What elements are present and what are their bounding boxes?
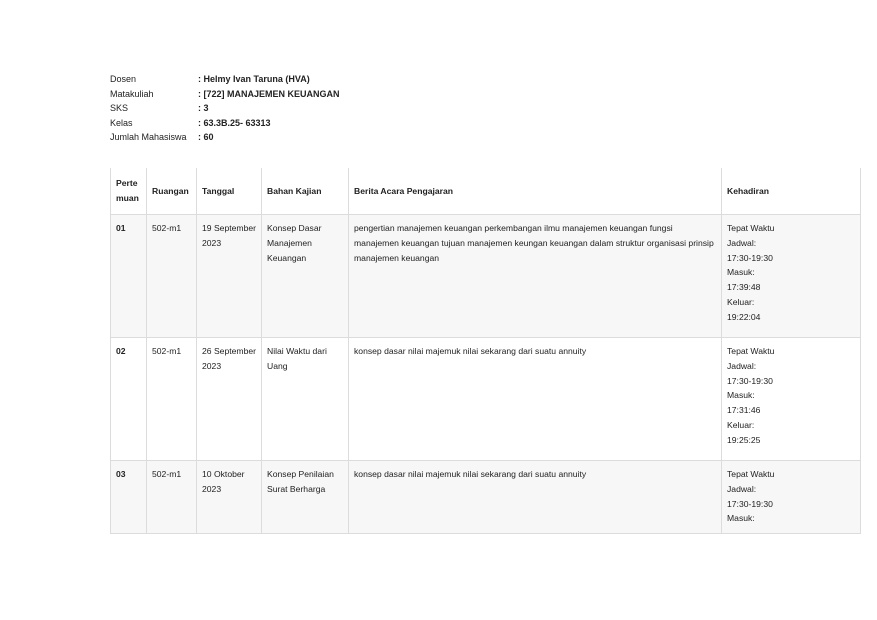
keluar-value: 19:25:25 [727, 434, 761, 445]
cell-tanggal: 10 Oktober 2023 [197, 461, 262, 534]
jadwal-value: 17:30-19:30 [727, 252, 773, 263]
cell-pertemuan: 03 [111, 461, 147, 534]
cell-pertemuan: 01 [111, 215, 147, 338]
keluar-value: 19:22:04 [727, 311, 761, 322]
cell-bahan-kajian: Konsep Dasar Manajemen Keuangan [262, 215, 349, 338]
header-bahan-kajian: Bahan Kajian [262, 168, 349, 215]
cell-bahan-kajian: Konsep Penilaian Surat Berharga [262, 461, 349, 534]
header-pertemuan: Pertemuan [111, 168, 147, 215]
cell-pertemuan: 02 [111, 338, 147, 461]
masuk-value: 17:31:46 [727, 405, 761, 416]
header-kehadiran: Kehadiran [722, 168, 861, 215]
cell-ruangan: 502-m1 [147, 338, 197, 461]
course-info [110, 72, 340, 145]
masuk-label: Masuk: [727, 267, 755, 278]
cell-bahan-kajian: Nilai Waktu dari Uang [262, 338, 349, 461]
kehadiran-status: Tepat Waktu [727, 469, 775, 479]
cell-kehadiran [722, 215, 861, 338]
info-value: : 60 [198, 132, 214, 143]
table-row [111, 215, 861, 338]
masuk-label: Masuk: [727, 513, 755, 524]
info-row-kelas [110, 116, 340, 131]
cell-kehadiran [722, 338, 861, 461]
header-tanggal: Tanggal [197, 168, 262, 215]
cell-berita-acara: pengertian manajemen keuangan perkembangan ilmu manajemen keuangan fungsi manajemen keuangan tujuan manajemen keungan keuangan dalam struktur organisasi prinsip manajemen keuangan [349, 215, 722, 338]
info-value: : Helmy Ivan Taruna (HVA) [198, 74, 310, 84]
info-label: Matakuliah [110, 88, 154, 99]
kehadiran-status: Tepat Waktu [727, 223, 775, 233]
info-label: Kelas [110, 117, 133, 128]
jadwal-label: Jadwal: [727, 360, 757, 371]
table-header-row [111, 168, 861, 215]
masuk-value: 17:39:48 [727, 282, 761, 293]
cell-ruangan: 502-m1 [147, 461, 197, 534]
info-row-dosen [110, 72, 340, 87]
jadwal-value: 17:30-19:30 [727, 375, 773, 386]
info-row-matakuliah [110, 87, 340, 102]
info-row-sks [110, 101, 340, 116]
cell-tanggal: 19 September 2023 [197, 215, 262, 338]
info-row-jumlah-mahasiswa [110, 130, 340, 145]
table-row [111, 461, 861, 534]
keluar-label: Keluar: [727, 419, 755, 430]
header-ruangan: Ruangan [147, 168, 197, 215]
attendance-table [110, 168, 861, 534]
keluar-label: Keluar: [727, 296, 755, 307]
jadwal-label: Jadwal: [727, 237, 757, 248]
jadwal-value: 17:30-19:30 [727, 498, 773, 509]
info-label: Jumlah Mahasiswa [110, 132, 187, 143]
info-value: : 63.3B.25- 63313 [198, 117, 271, 128]
jadwal-label: Jadwal: [727, 483, 757, 494]
info-value: : 3 [198, 103, 209, 114]
cell-berita-acara: konsep dasar nilai majemuk nilai sekarang dari suatu annuity [349, 338, 722, 461]
info-label: SKS [110, 103, 129, 114]
kehadiran-status: Tepat Waktu [727, 346, 775, 356]
info-label: Dosen [110, 74, 137, 84]
info-value: : [722] MANAJEMEN KEUANGAN [198, 88, 340, 99]
cell-tanggal: 26 September 2023 [197, 338, 262, 461]
cell-berita-acara: konsep dasar nilai majemuk nilai sekarang dari suatu annuity [349, 461, 722, 534]
table-row [111, 338, 861, 461]
masuk-label: Masuk: [727, 390, 755, 401]
header-berita-acara: Berita Acara Pengajaran [349, 168, 722, 215]
cell-kehadiran [722, 461, 861, 534]
cell-ruangan: 502-m1 [147, 215, 197, 338]
